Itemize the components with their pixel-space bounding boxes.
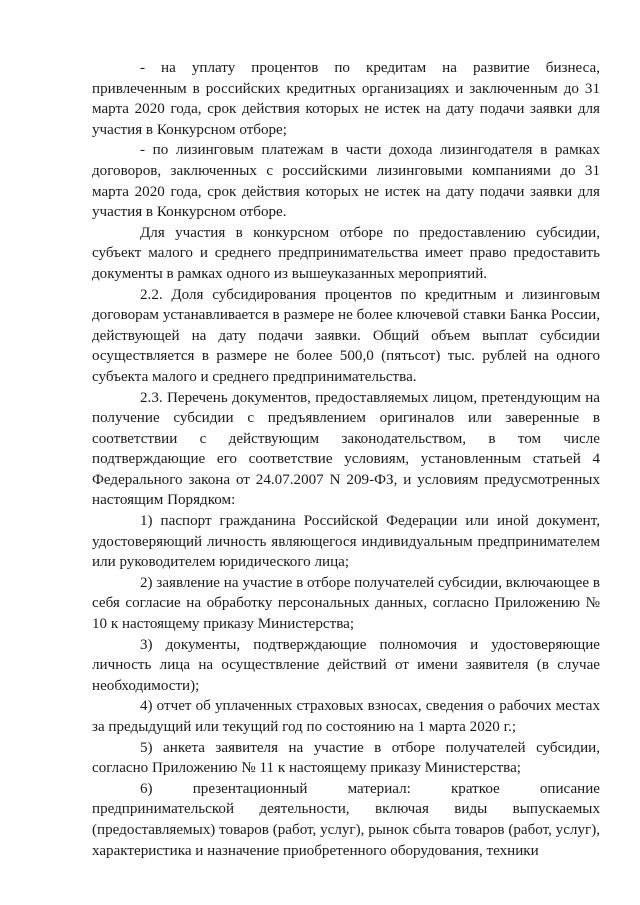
- list-item-1: 1) паспорт гражданина Российской Федерации или иной документ, удостоверяющий личность являющегося индивидуальным предпринимателем или руководителем юридического лица;: [92, 513, 600, 571]
- list-item-2: 2) заявление на участие в отборе получателей субсидии, включающее в себя согласие на обработку персональных данных, согласно Приложению № 10 к настоящему приказу Министерства;: [92, 574, 600, 633]
- bullet-leasing-payments: - по лизинговым платежам в части дохода лизингодателя в рамках договоров, заключенных с российскими лизинговыми компаниями до 31 марта 2020 года, срок действия которых не истек на дату подачи заявки для участия в Конкурсном отборе.: [92, 142, 600, 221]
- paragraph-participation: Для участия в конкурсном отборе по предоставлению субсидии, субъект малого и среднего предпринимательства имеет право предоставить документы в рамках одного из вышеуказанных мероприятий.: [92, 224, 600, 282]
- paragraph-2-2: 2.2. Доля субсидирования процентов по кредитным и лизинговым договорам устанавливается в размере не более ключевой ставки Банка России, действующей на дату подачи заявки. Общий объем выплат субсидии осуществляется в размере не более 500,0 (пятьсот) тыс. рублей на одного субъекта малого и среднего предпринимательства.: [92, 286, 600, 385]
- list-item-6: 6) презентационный материал: краткое описание предпринимательской деятельности, включая виды выпускаемых (предоставляемых) товаров (работ, услуг), рынок сбыта товаров (работ, услуг), характеристика и назначение приобретенного оборудования, техники: [92, 780, 600, 859]
- paragraph-2-3: 2.3. Перечень документов, предоставляемых лицом, претендующим на получение субсидии с предъявлением оригиналов или заверенные в соответствии с действующим законодательством, в том числе подтверждающие его соответствие условиям, установленным статьей 4 Федерального закона от 24.07.2007 N 209-ФЗ, и условиям предусмотренных настоящим Порядком:: [92, 389, 600, 509]
- bullet-loan-interest: - на уплату процентов по кредитам на развитие бизнеса, привлеченным в российских кредитных организациях и заключенным до 31 марта 2020 года, срок действия которых не истек на дату подачи заявки для участия в Конкурсном отборе;: [92, 60, 600, 138]
- document-body: [92, 58, 600, 861]
- list-item-4: 4) отчет об уплаченных страховых взносах, сведения о рабочих местах за предыдущий или текущий год по состоянию на 1 марта 2020 г.;: [92, 698, 600, 735]
- list-item-3: 3) документы, подтверждающие полномочия и удостоверяющие личность лица на осуществление действий от имени заявителя (в случае необходимости);: [92, 636, 600, 694]
- list-item-5: 5) анкета заявителя на участие в отборе получателей субсидии, согласно Приложению № 11 к настоящему приказу Министерства;: [92, 739, 600, 777]
